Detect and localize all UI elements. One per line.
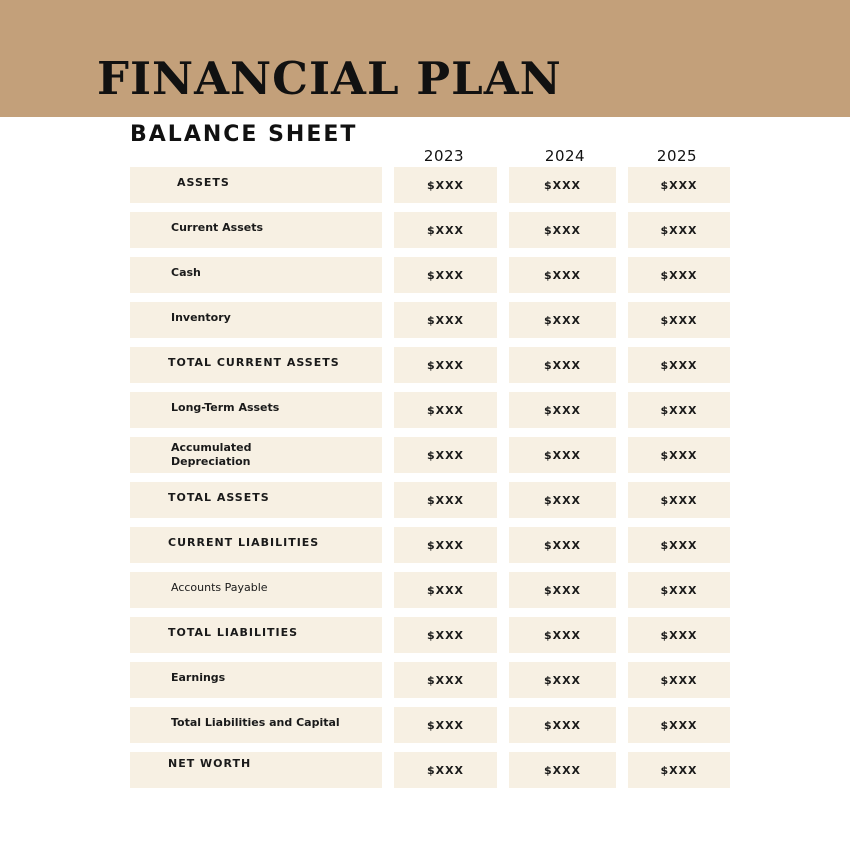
value-2023: $XXX <box>426 584 465 597</box>
row-label-cell <box>130 212 382 248</box>
value-cell-2024 <box>509 437 616 473</box>
value-cell-2025 <box>628 392 730 428</box>
value-2023: $XXX <box>426 404 465 417</box>
value-2025: $XXX <box>660 764 698 777</box>
table-row-total-liabilities <box>130 617 730 653</box>
value-2025: $XXX <box>660 449 698 462</box>
page-title: FINANCIAL PLAN <box>97 52 562 105</box>
table-row-assets <box>130 167 730 203</box>
value-2024: $XXX <box>543 449 582 462</box>
row-label: Earnings <box>171 671 226 684</box>
row-label: Accumulated Depreciation <box>171 441 252 468</box>
value-cell-2025 <box>628 347 730 383</box>
value-cell-2023 <box>394 257 497 293</box>
value-cell-2023 <box>394 482 497 518</box>
value-cell-2023 <box>394 752 497 788</box>
value-2025: $XXX <box>660 404 698 417</box>
table-row-total-current-assets <box>130 347 730 383</box>
value-cell-2024 <box>509 302 616 338</box>
value-2024: $XXX <box>543 359 582 372</box>
value-cell-2024 <box>509 212 616 248</box>
value-cell-2024 <box>509 482 616 518</box>
table-row-net-worth <box>130 752 730 788</box>
row-label-cell <box>130 482 382 518</box>
value-cell-2024 <box>509 752 616 788</box>
value-2025: $XXX <box>660 359 698 372</box>
value-cell-2025 <box>628 167 730 203</box>
year-header-2023: 2023 <box>423 147 465 165</box>
value-2023: $XXX <box>426 629 465 642</box>
value-cell-2023 <box>394 167 497 203</box>
value-2025: $XXX <box>660 539 698 552</box>
value-cell-2023 <box>394 392 497 428</box>
value-cell-2023 <box>394 302 497 338</box>
table-row-total-assets <box>130 482 730 518</box>
value-2023: $XXX <box>426 314 465 327</box>
value-cell-2023 <box>394 617 497 653</box>
table-row-earnings <box>130 662 730 698</box>
value-2025: $XXX <box>660 674 698 687</box>
value-cell-2024 <box>509 167 616 203</box>
row-label: Long-Term Assets <box>171 401 280 414</box>
value-2023: $XXX <box>426 359 465 372</box>
table-row-inventory <box>130 302 730 338</box>
value-2024: $XXX <box>543 629 582 642</box>
value-cell-2023 <box>394 572 497 608</box>
value-cell-2023 <box>394 707 497 743</box>
value-2023: $XXX <box>426 674 465 687</box>
value-cell-2024 <box>509 572 616 608</box>
value-2023: $XXX <box>426 494 465 507</box>
value-2024: $XXX <box>543 674 582 687</box>
table-row-cash <box>130 257 730 293</box>
row-label-cell <box>130 392 382 428</box>
value-cell-2023 <box>394 212 497 248</box>
value-cell-2024 <box>509 707 616 743</box>
row-label-cell <box>130 257 382 293</box>
value-cell-2025 <box>628 302 730 338</box>
row-label: Cash <box>171 266 201 279</box>
value-cell-2024 <box>509 392 616 428</box>
value-2023: $XXX <box>426 179 465 192</box>
row-label: CURRENT LIABILITIES <box>168 536 320 549</box>
value-2024: $XXX <box>543 719 582 732</box>
value-2024: $XXX <box>543 269 582 282</box>
row-label: TOTAL CURRENT ASSETS <box>168 356 340 369</box>
year-header-2024: 2024 <box>544 147 586 165</box>
row-label-cell <box>130 572 382 608</box>
value-2023: $XXX <box>426 269 465 282</box>
row-label-cell <box>130 347 382 383</box>
value-cell-2025 <box>628 617 730 653</box>
value-cell-2025 <box>628 752 730 788</box>
row-label-cell <box>130 167 382 203</box>
table-row-long-term-assets <box>130 392 730 428</box>
value-cell-2025 <box>628 662 730 698</box>
value-2025: $XXX <box>660 314 698 327</box>
value-2024: $XXX <box>543 404 582 417</box>
value-2025: $XXX <box>660 629 698 642</box>
sheet-title: BALANCE SHEET <box>130 122 358 147</box>
year-header-2025: 2025 <box>656 147 698 165</box>
row-label-cell <box>130 527 382 563</box>
value-cell-2025 <box>628 707 730 743</box>
row-label: ASSETS <box>177 176 230 189</box>
value-2023: $XXX <box>426 449 465 462</box>
value-2023: $XXX <box>426 764 465 777</box>
value-2023: $XXX <box>426 224 465 237</box>
value-cell-2025 <box>628 572 730 608</box>
value-2025: $XXX <box>660 719 698 732</box>
value-cell-2025 <box>628 482 730 518</box>
value-cell-2024 <box>509 257 616 293</box>
row-label: TOTAL LIABILITIES <box>168 626 299 639</box>
value-cell-2023 <box>394 662 497 698</box>
row-label-cell <box>130 617 382 653</box>
row-label: Total Liabilities and Capital <box>171 716 340 729</box>
row-label: TOTAL ASSETS <box>168 491 270 504</box>
row-label: Inventory <box>171 311 231 324</box>
value-2024: $XXX <box>543 224 582 237</box>
value-cell-2023 <box>394 437 497 473</box>
balance-sheet-table <box>130 167 730 797</box>
row-label: Accounts Payable <box>171 581 268 594</box>
value-2023: $XXX <box>426 539 465 552</box>
value-2024: $XXX <box>543 584 582 597</box>
value-cell-2024 <box>509 347 616 383</box>
value-cell-2025 <box>628 212 730 248</box>
value-2024: $XXX <box>543 494 582 507</box>
value-cell-2023 <box>394 527 497 563</box>
value-2025: $XXX <box>660 179 698 192</box>
value-2024: $XXX <box>543 764 582 777</box>
value-2025: $XXX <box>660 584 698 597</box>
table-row-current-assets <box>130 212 730 248</box>
row-label: NET WORTH <box>168 757 252 770</box>
value-2024: $XXX <box>543 314 582 327</box>
row-label-cell <box>130 302 382 338</box>
value-cell-2025 <box>628 527 730 563</box>
value-2025: $XXX <box>660 269 698 282</box>
table-row-accumulated-depreciation <box>130 437 730 473</box>
value-2023: $XXX <box>426 719 465 732</box>
value-cell-2023 <box>394 347 497 383</box>
row-label-cell <box>130 662 382 698</box>
table-row-accounts-payable <box>130 572 730 608</box>
row-label-cell <box>130 752 382 788</box>
value-cell-2024 <box>509 617 616 653</box>
row-label-cell <box>130 437 382 473</box>
value-cell-2024 <box>509 527 616 563</box>
row-label: Current Assets <box>171 221 264 234</box>
value-2025: $XXX <box>660 494 698 507</box>
row-label-cell <box>130 707 382 743</box>
value-cell-2024 <box>509 662 616 698</box>
value-2024: $XXX <box>543 179 582 192</box>
value-cell-2025 <box>628 257 730 293</box>
value-2025: $XXX <box>660 224 698 237</box>
table-row-total-liabilities-and-capital <box>130 707 730 743</box>
table-row-current-liabilities <box>130 527 730 563</box>
value-2024: $XXX <box>543 539 582 552</box>
value-cell-2025 <box>628 437 730 473</box>
